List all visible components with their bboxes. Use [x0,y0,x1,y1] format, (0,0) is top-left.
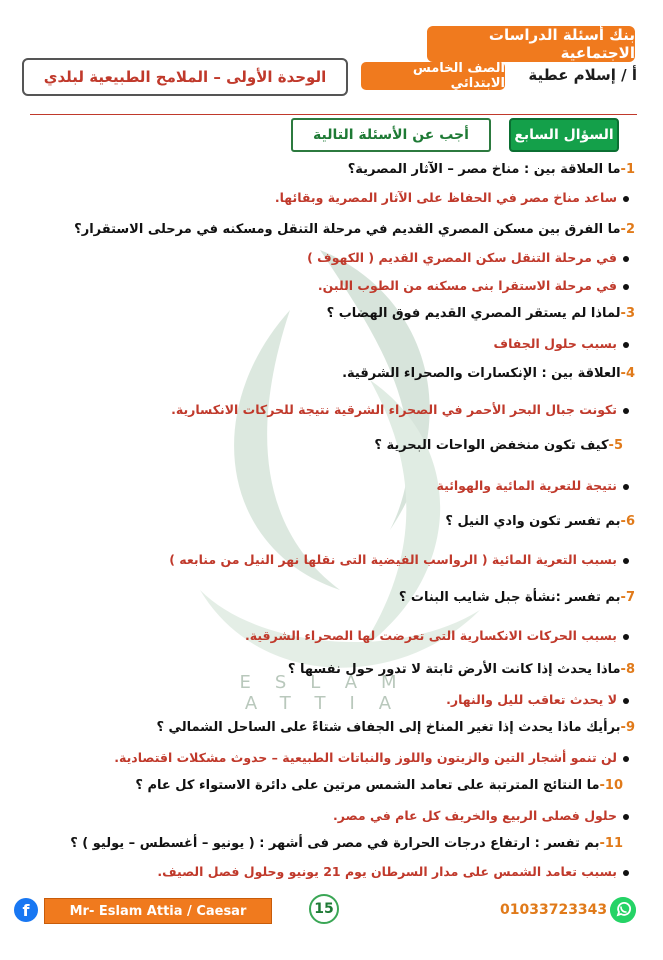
question-label: السؤال السابع [509,118,619,152]
bullet-icon [623,342,629,348]
question-text: برأيك ماذا يحدث إذا تغير المناخ إلى الجفاف شتاءً على الساحل الشمالي ؟ [156,720,621,735]
question-text: بم تفسر تكون وادي النيل ؟ [445,514,621,529]
bullet-icon [623,698,629,704]
answer-6 [169,550,629,570]
phone-number: 01033723343 [500,902,608,918]
answer-text: حلول فصلى الربيع والخريف كل عام في مصر. [333,808,617,823]
question-8 [288,660,635,680]
whatsapp-icon[interactable] [610,897,636,923]
question-5 [374,436,623,456]
answer-8 [446,690,629,710]
question-number: 5- [608,438,623,453]
question-number: 2- [620,222,635,237]
question-text: بم تفسر :نشأة جبل شايب البنات ؟ [398,590,621,605]
question-7 [399,588,635,608]
watermark-text: ESLAM ATTIA [239,672,421,714]
question-text: كيف تكون منخفض الواحات البحرية ؟ [374,438,609,453]
answer-11 [157,862,629,882]
answer-2a [307,248,629,268]
bullet-icon [623,634,629,640]
answer-4 [171,400,629,420]
answer-1 [275,188,629,208]
bullet-icon [623,558,629,564]
question-2 [74,220,635,240]
answer-5 [437,476,629,496]
answer-text: تكونت جبال البحر الأحمر في الصحراء الشرقية نتيجة للحركات الانكسارية. [171,402,617,417]
instruction-label: أجب عن الأسئلة التالية [291,118,491,152]
bullet-icon [623,256,629,262]
question-text: بم تفسر : ارتفاع درجات الحرارة في مصر فى أشهر : ( يونيو – أغسطس – يوليو ) ؟ [70,836,600,851]
answer-text: بسبب التعرية المائية ( الرواسب الفيضية التى نقلها نهر النيل من منابعه ) [169,552,617,567]
answer-9 [114,748,629,768]
author-name: Mr- Eslam Attia / Caesar [44,898,272,924]
facebook-icon[interactable]: f [14,898,38,922]
answer-text: لا يحدث تعاقب لليل والنهار. [446,692,617,707]
question-number: 8- [620,662,635,677]
bullet-icon [623,814,629,820]
bullet-icon [623,408,629,414]
question-number: 7- [620,590,635,605]
answer-text: في مرحلة الاستقرا بنى مسكنه من الطوب اللبن. [317,278,617,293]
question-text: ما العلاقة بين : مناخ مصر – الآثار المصرية؟ [347,162,621,177]
answer-text: في مرحلة التنقل سكن المصري القديم ( الكهوف ) [307,250,617,265]
answer-7 [245,626,629,646]
answer-text: ساعد مناخ مصر في الحفاظ على الآثار المصرية وبقائها. [274,190,617,205]
subject-bank-title: بنك أسئلة الدراسات الاجتماعية [427,26,635,62]
question-text: ما النتائج المترتبة على تعامد الشمس مرتين على دائرة الاستواء كل عام ؟ [135,778,600,793]
answer-3 [494,334,629,354]
question-number: 11- [599,836,623,851]
question-text: لماذا لم يستقر المصري القديم فوق الهضاب ؟ [326,306,621,321]
answer-text: بسبب تعامد الشمس على مدار السرطان يوم 21 يونيو وحلول فصل الصيف. [157,864,617,879]
question-text: ما الفرق بين مسكن المصري القديم في مرحلة التنقل ومسكنه في مرحلى الاستقرار؟ [74,222,621,237]
answer-2b [318,276,629,296]
question-9 [156,718,635,738]
question-1 [348,160,635,180]
question-number: 1- [620,162,635,177]
question-4 [342,364,635,384]
question-11 [70,834,623,854]
question-number: 3- [620,306,635,321]
question-number: 4- [620,366,635,381]
question-3 [327,304,635,324]
question-text: ماذا يحدث إذا كانت الأرض ثابتة لا تدور حول نفسها ؟ [287,662,621,677]
teacher-name: أ / إسلام عطية [528,66,637,84]
answer-10 [333,806,629,826]
page-number: 15 [309,894,339,924]
answer-text: بسبب حلول الجفاف [493,336,617,351]
bullet-icon [623,870,629,876]
bullet-icon [623,284,629,290]
question-number: 10- [599,778,623,793]
bullet-icon [623,756,629,762]
answer-text: بسبب الحركات الانكسارية التى تعرضت لها الصحراء الشرقية. [245,628,617,643]
unit-title: الوحدة الأولى – الملامح الطبيعية لبلدي [22,58,348,96]
grade-badge: الصف الخامس الابتدائي [361,62,505,90]
bullet-icon [623,196,629,202]
question-text: العلاقة بين : الإنكسارات والصحراء الشرقية. [342,366,621,381]
question-10 [135,776,623,796]
header-divider [30,114,637,115]
question-number: 6- [620,514,635,529]
answer-text: نتيجة للتعرية المائية والهوائية [436,478,617,493]
question-number: 9- [620,720,635,735]
answer-text: لن تنمو أشجار التين والزيتون واللوز والنباتات الطبيعية – حدوث مشكلات اقتصادية. [114,750,617,765]
bullet-icon [623,484,629,490]
question-6 [445,512,635,532]
